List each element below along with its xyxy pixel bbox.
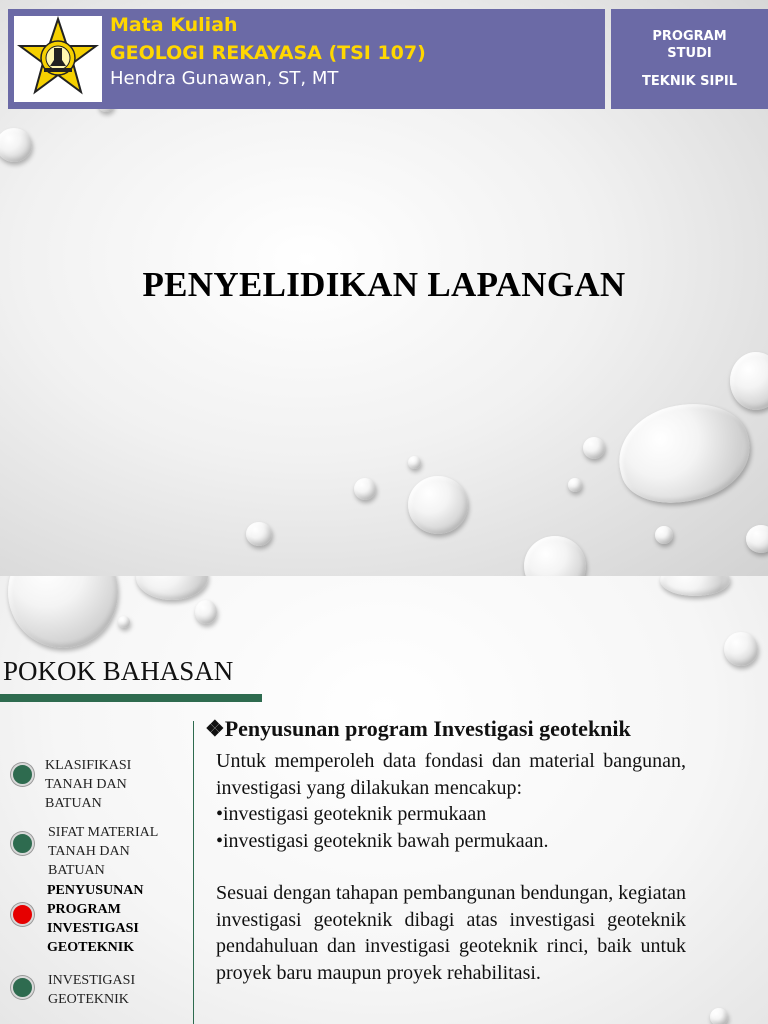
university-star-emblem-icon: [14, 16, 102, 102]
water-drop: [660, 576, 730, 596]
water-drop: [136, 576, 208, 600]
water-drop: [246, 522, 272, 546]
nav-item-label: INVESTIGASI GEOTEKNIK: [48, 973, 136, 1007]
content-paragraph-1: Untuk memperoleh data fondasi dan material bangunan, investigasi yang dilakukan mencakup:: [216, 750, 686, 799]
water-drop: [408, 476, 468, 534]
section-underline: [0, 694, 262, 702]
water-drop: [354, 478, 376, 500]
sidebar-divider: [193, 721, 194, 1024]
water-drop: [408, 456, 421, 469]
water-drop: [8, 576, 118, 648]
nav-dot-icon: [11, 832, 34, 855]
slide-title: PENYELIDIKAN LAPANGAN: [142, 265, 626, 304]
water-drop: [583, 437, 605, 459]
content-slide: [0, 576, 768, 1024]
water-drop: [524, 536, 586, 576]
water-drop: [710, 1008, 728, 1024]
nav-item-label: KLASIFIKASI TANAH DAN BATUAN: [45, 758, 132, 811]
water-drop: [746, 525, 768, 553]
content-paragraph-2: Sesuai dengan tahapan pembangunan bendungan, kegiatan investigasi geoteknik dibagi atas investigasi geoteknik pendahuluan dan investigasi geoteknik rinci, baik untuk proyek baru maupun proyek rehabilitasi.: [216, 882, 686, 984]
water-drop: [655, 526, 673, 544]
water-drop: [195, 600, 217, 624]
section-title: POKOK BAHASAN: [3, 656, 234, 686]
nav-item-sifat-material[interactable]: [0, 822, 192, 882]
university-logo: [14, 16, 102, 102]
nav-item-investigasi[interactable]: [0, 969, 192, 1024]
water-drop: [724, 632, 758, 666]
program-name: TEKNIK SIPIL: [642, 74, 737, 89]
course-label: Mata Kuliah: [110, 14, 238, 36]
nav-dot-icon: [11, 763, 34, 786]
nav-dot-icon: [11, 976, 34, 999]
program-label-line2: STUDI: [667, 46, 712, 61]
program-label-line1: PROGRAM: [652, 29, 727, 44]
bullet-item: •investigasi geoteknik bawah permukaan.: [216, 830, 549, 852]
nav-item-label: SIFAT MATERIAL TANAH DAN BATUAN: [48, 825, 158, 878]
lecturer-name: Hendra Gunawan, ST, MT: [110, 68, 339, 89]
water-drop: [608, 390, 759, 515]
water-drop: [0, 128, 32, 162]
water-drop: [568, 478, 582, 492]
content-heading: ❖Penyusunan program Investigasi geoteknik: [205, 716, 631, 741]
nav-item-klasifikasi[interactable]: [0, 752, 192, 812]
water-drop: [730, 352, 768, 410]
nav-dot-active-icon: [11, 903, 34, 926]
bullet-item: •investigasi geoteknik permukaan: [216, 803, 487, 825]
course-name: GEOLOGI REKAYASA (TSI 107): [110, 42, 426, 64]
nav-item-penyusunan[interactable]: [0, 881, 192, 955]
nav-item-label: PENYUSUNAN PROGRAM INVESTIGASI GEOTEKNIK: [47, 883, 144, 955]
water-drop: [118, 616, 130, 628]
